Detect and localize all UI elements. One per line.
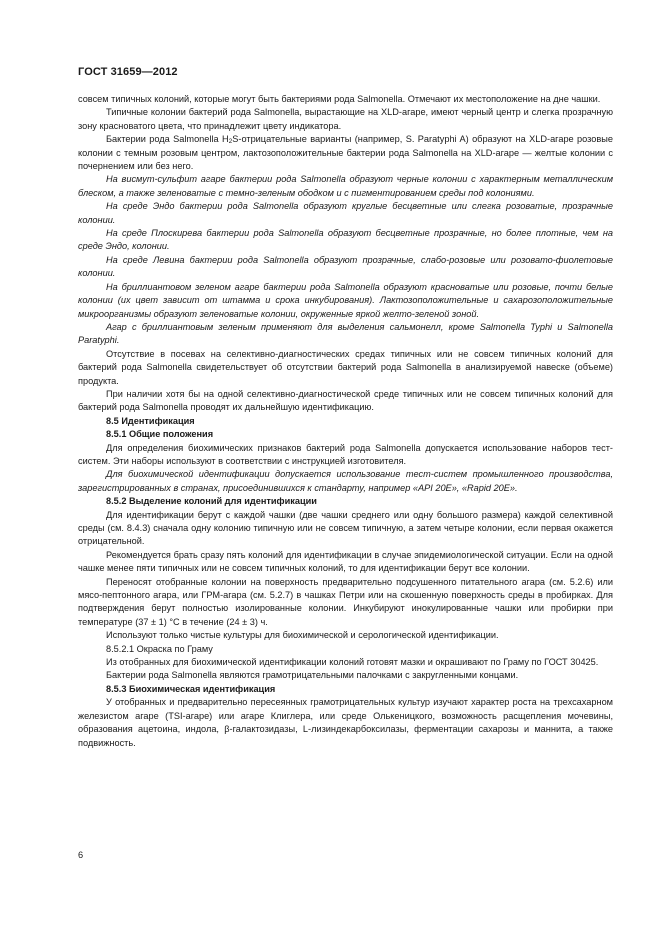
section-heading: 8.5.2 Выделение колоний для идентификации: [106, 496, 317, 507]
paragraph: Из отобранных для биохимической идентификации колоний готовят мазки и окрашивают по Граму по ГОСТ 30425.: [106, 657, 599, 668]
paragraph: При наличии хотя бы на одной селективно-диагностической среде типичных или не совсем типичных колоний для бактерий рода Salmonella проводят их дальнейшую идентификацию.: [78, 388, 613, 413]
paragraph: На среде Плоскирева бактерии рода Salmonella образуют бесцветные прозрачные, но более плотные, чем на среде Эндо, колонии.: [78, 228, 613, 252]
paragraph: [78, 133, 613, 173]
paragraph: Используют только чистые культуры для биохимической и серологической идентификации.: [106, 630, 499, 641]
page-header-title: ГОСТ 31659—2012: [78, 66, 178, 78]
paragraph-text: S-отрицательные варианты (например, S. Paratyphi A) образуют на XLD-агаре розовые колонии с темным розовым центром, лактозоположительные бактерии рода Salmonella на XLD-агаре — желтые колонии с почернением или без него.: [78, 134, 613, 172]
paragraph: Для определения биохимических признаков бактерий рода Salmonella допускается использование наборов тест-систем. Эти наборы используют в соответствии с инструкцией изготовителя.: [78, 442, 613, 466]
section-heading: 8.5 Идентификация: [106, 415, 195, 426]
paragraph: совсем типичных колоний, которые могут быть бактериями рода Salmonella. Отмечают их местоположение на дне чашки.: [78, 94, 601, 104]
paragraph: Отсутствие в посевах на селективно-диагностических средах типичных или не совсем типичных колоний для бактерий рода Salmonella свидетельствует об отсутствии бактерий рода Salmonella в анализируемой навеске (объеме) продукта.: [78, 348, 613, 386]
document-body: [78, 93, 613, 750]
paragraph: Рекомендуется брать сразу пять колоний для идентификации в случае эпидемиологической ситуации. Если на одной чашке менее пяти типичных или не совсем типичных колоний, то для идентификации берут все колонии.: [78, 549, 613, 574]
paragraph: Агар с бриллиантовым зеленым применяют для выделения сальмонелл, кроме Salmonella Typhi и Salmonella Paratyphi.: [78, 321, 613, 346]
paragraph: У отобранных и предварительно пересеянных грамотрицательных культур изучают характер роста на трехсахарном железистом агаре (TSI-агаре) или агаре Клиглера, или среде Олькеницкого, возможность расщепления мочевины, образования ацетоина, индола, β-галактозидазы, L-лизиндекарбоксилазы, ферментации сахарозы и маннита, а также подвижность.: [78, 697, 613, 748]
paragraph: Бактерии рода Salmonella являются грамотрицательными палочками с закругленными концами.: [106, 670, 519, 681]
paragraph: 8.5.2.1 Окраска по Граму: [106, 643, 213, 654]
paragraph-text: Бактерии рода Salmonella H: [106, 134, 229, 145]
paragraph: На среде Эндо бактерии рода Salmonella образуют круглые бесцветные или слегка розоватые, прозрачные колонии.: [78, 201, 613, 225]
paragraph: Для биохимической идентификации допускается использование тест-систем промышленного производства, зарегистрированных в странах, присоединившихся к стандарту, например «API 20E», «Rapid 20E».: [78, 469, 613, 493]
paragraph: Для идентификации берут с каждой чашки (две чашки среднего или одну большого размера) каждой селективной среды (см. 8.4.3) сначала одну колонию типичную или не совсем типичную, а затем четыре колонии, если первая окажется отрицательной.: [78, 509, 613, 547]
page-number: 6: [78, 850, 84, 860]
paragraph: На висмут-сульфит агаре бактерии рода Salmonella образуют черные колонии с характерным металлическим блеском, а также зеленоватые с темно-зеленым ободком и с пигментированием среды под колониями.: [78, 174, 613, 198]
paragraph: Переносят отобранные колонии на поверхность предварительно подсушенного питательного агара (см. 5.2.6) или мясо-пептонного агара, или ГРМ-агара (см. 5.2.7) в чашках Петри или на скошенную поверхность среды в пробирках. Для подтверждения берут полностью изолированные колонии. Инкубируют инокулированные чашки или пробирки при температуре (37 ± 1) °С в течение (24 ± 3) ч.: [78, 576, 613, 627]
paragraph: На бриллиантовом зеленом агаре бактерии рода Salmonella образуют красноватые или розовые, почти белые колонии (их цвет зависит от штамма и срока инкубирования). Лактозоположительные и сахарозоположительные микроорганизмы образуют зеленоватые колонии, окруженные яркой желто-зеленой зоной.: [78, 281, 613, 319]
paragraph: Типичные колонии бактерий рода Salmonella, вырастающие на XLD-агаре, имеют черный центр и слегка прозрачную зону красноватого цвета, что принадлежит цвету индикатора.: [78, 107, 613, 131]
section-heading: 8.5.3 Биохимическая идентификация: [106, 683, 276, 694]
paragraph: На среде Левина бактерии рода Salmonella образуют прозрачные, слабо-розовые или розовато-фиолетовые колонии.: [78, 254, 613, 279]
subscript: 2: [228, 138, 233, 146]
section-heading: 8.5.1 Общие положения: [106, 429, 214, 440]
